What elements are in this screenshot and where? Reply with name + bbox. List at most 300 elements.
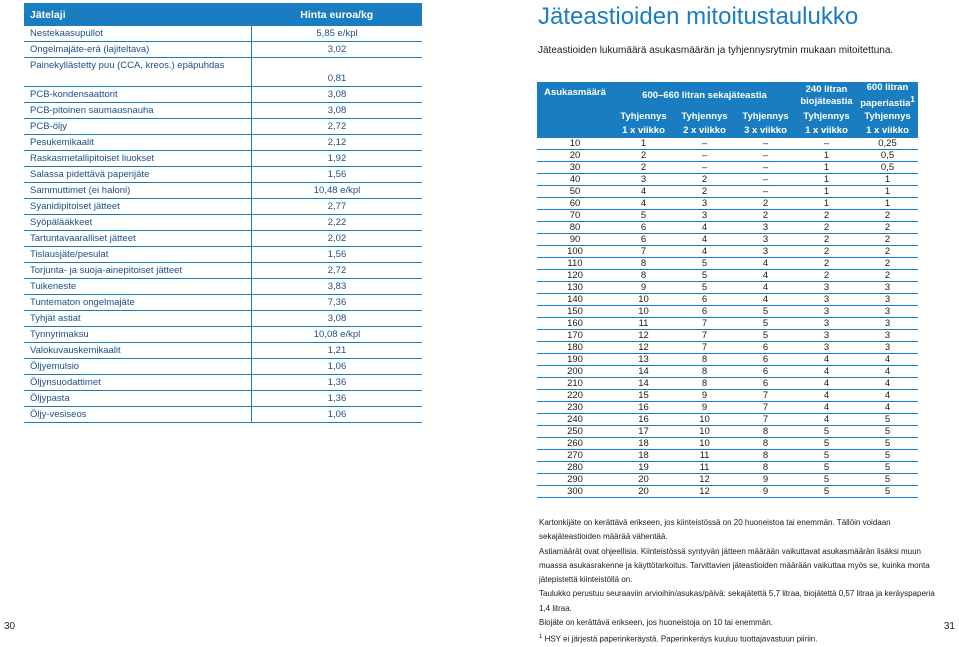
waste-type: Raskasmetallipitoiset liuokset <box>24 151 252 167</box>
paper-cell: 2 <box>857 234 918 246</box>
note: Astiamäärät ovat ohjeellisia. Kiinteistössä syntyvän jätteen määrään vaikuttavat asukasmäärän lisäksi muun muassa asukasrakenne ja käyttötarkoitus. Tarvittavien jäteastioiden määrään vaikuttaa myös se, kuinka monta jätepistettä kiinteistöllä on. <box>539 546 930 585</box>
paper-cell: 0,25 <box>857 138 918 150</box>
table-row <box>537 414 918 426</box>
paper-cell: 5 <box>857 426 918 438</box>
header-paper-bin <box>857 82 918 110</box>
mixed-1x-cell: 1 <box>613 138 674 150</box>
header-emptying: Tyhjennys <box>674 110 735 124</box>
bio-cell: 5 <box>796 474 857 486</box>
table-row <box>537 294 918 306</box>
note: Taulukko perustuu seuraaviin arvioihin/asukas/päivä: sekajätettä 5,7 litraa, biojätettä 0,57 litraa ja keräyspaperia 1,4 litraa. <box>539 589 935 613</box>
residents-cell: 250 <box>537 426 613 438</box>
bio-cell: 2 <box>796 270 857 282</box>
mixed-3x-cell: 6 <box>735 342 796 354</box>
paper-cell: 2 <box>857 210 918 222</box>
mixed-2x-cell: 12 <box>674 474 735 486</box>
paper-cell: 4 <box>857 390 918 402</box>
table-row <box>537 462 918 474</box>
paper-cell: 0,5 <box>857 162 918 174</box>
footnote-mark: 1 <box>910 95 915 104</box>
mixed-3x-cell: 6 <box>735 378 796 390</box>
paper-cell: 3 <box>857 342 918 354</box>
sizing-table-body <box>537 138 918 498</box>
mixed-2x-cell: 7 <box>674 330 735 342</box>
table-row <box>537 210 918 222</box>
table-row <box>537 234 918 246</box>
waste-type: Sammuttimet (ei haloni) <box>24 183 252 199</box>
price-value: 3,08 <box>252 103 423 119</box>
mixed-1x-cell: 9 <box>613 282 674 294</box>
price-row <box>24 231 422 247</box>
mixed-1x-cell: 4 <box>613 198 674 210</box>
table-row <box>537 378 918 390</box>
mixed-1x-cell: 19 <box>613 462 674 474</box>
residents-cell: 150 <box>537 306 613 318</box>
page-number-left: 30 <box>4 621 16 632</box>
residents-cell: 230 <box>537 402 613 414</box>
waste-type: Painekyllästetty puu (CCA, kreos.) epäpuhdas <box>24 58 252 87</box>
price-row <box>24 247 422 263</box>
paper-cell: 4 <box>857 366 918 378</box>
price-row <box>24 279 422 295</box>
mixed-2x-cell: 7 <box>674 342 735 354</box>
mixed-1x-cell: 2 <box>613 162 674 174</box>
waste-type: Nestekaasupullot <box>24 26 252 42</box>
table-row <box>537 282 918 294</box>
mixed-3x-cell: 9 <box>735 486 796 498</box>
mixed-3x-cell: 8 <box>735 426 796 438</box>
mixed-1x-cell: 6 <box>613 234 674 246</box>
mixed-1x-cell: 14 <box>613 366 674 378</box>
table-row <box>537 486 918 498</box>
residents-cell: 160 <box>537 318 613 330</box>
header-frequency: 2 x viikko <box>674 124 735 138</box>
paper-cell: 0,5 <box>857 150 918 162</box>
mixed-1x-cell: 12 <box>613 330 674 342</box>
bio-cell: 1 <box>796 198 857 210</box>
mixed-3x-cell: 2 <box>735 198 796 210</box>
paper-cell: 3 <box>857 306 918 318</box>
bio-cell: 5 <box>796 462 857 474</box>
waste-type: Tuntematon ongelmajäte <box>24 295 252 311</box>
mixed-3x-cell: – <box>735 174 796 186</box>
table-row <box>537 354 918 366</box>
mixed-2x-cell: – <box>674 162 735 174</box>
waste-type: Tartuntavaaralliset jätteet <box>24 231 252 247</box>
bio-cell: 3 <box>796 330 857 342</box>
waste-type: Öljy-vesiseos <box>24 407 252 423</box>
price-row <box>24 311 422 327</box>
residents-cell: 30 <box>537 162 613 174</box>
price-value: 10,48 e/kpl <box>252 183 423 199</box>
waste-type: Tislausjäte/pesulat <box>24 247 252 263</box>
waste-type: Öljypasta <box>24 391 252 407</box>
bio-line1: 240 litran <box>805 84 848 96</box>
bio-line2: biojäteastia <box>800 96 853 108</box>
mixed-3x-cell: 6 <box>735 366 796 378</box>
table-row <box>537 402 918 414</box>
mixed-1x-cell: 16 <box>613 402 674 414</box>
mixed-3x-cell: 6 <box>735 354 796 366</box>
mixed-3x-cell: 7 <box>735 414 796 426</box>
mixed-1x-cell: 4 <box>613 186 674 198</box>
waste-type: Pesukemikaalit <box>24 135 252 151</box>
price-value: 3,83 <box>252 279 423 295</box>
residents-cell: 90 <box>537 234 613 246</box>
mixed-1x-cell: 3 <box>613 174 674 186</box>
mixed-1x-cell: 2 <box>613 150 674 162</box>
mixed-1x-cell: 5 <box>613 210 674 222</box>
residents-cell: 20 <box>537 150 613 162</box>
mixed-1x-cell: 18 <box>613 438 674 450</box>
header-emptying: Tyhjennys <box>857 110 918 124</box>
waste-type: Tuikeneste <box>24 279 252 295</box>
paper-cell: 5 <box>857 486 918 498</box>
mixed-3x-cell: 9 <box>735 474 796 486</box>
mixed-3x-cell: 4 <box>735 258 796 270</box>
mixed-3x-cell: 7 <box>735 390 796 402</box>
residents-cell: 80 <box>537 222 613 234</box>
mixed-2x-cell: 7 <box>674 318 735 330</box>
footnote-text: HSY ei järjestä paperinkeräystä. Paperinkeräys kuuluu tuottajavastuun piiriin. <box>542 635 818 645</box>
bio-cell: – <box>796 138 857 150</box>
mixed-2x-cell: 10 <box>674 414 735 426</box>
price-value: 1,56 <box>252 167 423 183</box>
price-value: 2,22 <box>252 215 423 231</box>
sizing-table <box>537 82 918 498</box>
paper-cell: 4 <box>857 354 918 366</box>
price-row <box>24 119 422 135</box>
table-row <box>537 162 918 174</box>
paper-cell: 3 <box>857 294 918 306</box>
price-value: 3,02 <box>252 42 423 58</box>
mixed-3x-cell: 5 <box>735 330 796 342</box>
paper-cell: 1 <box>857 198 918 210</box>
mixed-2x-cell: 4 <box>674 222 735 234</box>
paper-cell: 1 <box>857 186 918 198</box>
price-value: 1,36 <box>252 375 423 391</box>
bio-cell: 1 <box>796 174 857 186</box>
waste-type: Öljyemulsio <box>24 359 252 375</box>
price-value: 1,06 <box>252 359 423 375</box>
price-row <box>24 391 422 407</box>
residents-cell: 240 <box>537 414 613 426</box>
residents-cell: 10 <box>537 138 613 150</box>
paper-cell: 5 <box>857 462 918 474</box>
mixed-3x-cell: – <box>735 162 796 174</box>
mixed-2x-cell: 3 <box>674 198 735 210</box>
residents-cell: 270 <box>537 450 613 462</box>
mixed-3x-cell: 7 <box>735 402 796 414</box>
mixed-2x-cell: 10 <box>674 438 735 450</box>
paper-cell: 3 <box>857 330 918 342</box>
bio-cell: 2 <box>796 234 857 246</box>
bio-cell: 4 <box>796 390 857 402</box>
mixed-3x-cell: 4 <box>735 270 796 282</box>
header-bio-bin <box>796 82 857 110</box>
mixed-1x-cell: 17 <box>613 426 674 438</box>
price-value: 2,12 <box>252 135 423 151</box>
price-row <box>24 375 422 391</box>
bio-cell: 3 <box>796 342 857 354</box>
mixed-3x-cell: 5 <box>735 306 796 318</box>
residents-cell: 260 <box>537 438 613 450</box>
residents-cell: 300 <box>537 486 613 498</box>
table-row <box>537 306 918 318</box>
paper-cell: 5 <box>857 474 918 486</box>
mixed-3x-cell: – <box>735 150 796 162</box>
mixed-1x-cell: 7 <box>613 246 674 258</box>
table-row <box>537 426 918 438</box>
table-row <box>537 474 918 486</box>
paper-cell: 2 <box>857 246 918 258</box>
table-row <box>537 438 918 450</box>
mixed-1x-cell: 6 <box>613 222 674 234</box>
residents-cell: 200 <box>537 366 613 378</box>
mixed-3x-cell: 3 <box>735 234 796 246</box>
bio-cell: 2 <box>796 258 857 270</box>
mixed-2x-cell: 4 <box>674 246 735 258</box>
note: Biojäte on kerättävä erikseen, jos huoneistoja on 10 tai enemmän. <box>539 618 773 628</box>
residents-cell: 140 <box>537 294 613 306</box>
paper-line1: 600 litran <box>866 82 909 93</box>
header-residents: Asukasmäärä <box>537 82 613 138</box>
waste-type: PCB-pitoinen saumausnauha <box>24 103 252 119</box>
bio-cell: 5 <box>796 438 857 450</box>
bio-cell: 3 <box>796 294 857 306</box>
mixed-1x-cell: 8 <box>613 270 674 282</box>
mixed-2x-cell: 9 <box>674 402 735 414</box>
residents-cell: 130 <box>537 282 613 294</box>
price-value: 5,85 e/kpl <box>252 26 423 42</box>
mixed-1x-cell: 12 <box>613 342 674 354</box>
mixed-2x-cell: 3 <box>674 210 735 222</box>
bio-cell: 4 <box>796 414 857 426</box>
paper-cell: 5 <box>857 438 918 450</box>
price-value: 7,36 <box>252 295 423 311</box>
price-table <box>24 3 422 423</box>
mixed-2x-cell: 4 <box>674 234 735 246</box>
waste-type: PCB-öljy <box>24 119 252 135</box>
mixed-3x-cell: 8 <box>735 462 796 474</box>
paper-cell: 5 <box>857 450 918 462</box>
mixed-2x-cell: 12 <box>674 486 735 498</box>
price-value: 3,08 <box>252 311 423 327</box>
table-row <box>537 270 918 282</box>
residents-cell: 220 <box>537 390 613 402</box>
mixed-2x-cell: 5 <box>674 282 735 294</box>
mixed-1x-cell: 14 <box>613 378 674 390</box>
price-value: 1,56 <box>252 247 423 263</box>
price-value: 3,08 <box>252 87 423 103</box>
paper-cell: 5 <box>857 414 918 426</box>
mixed-2x-cell: – <box>674 138 735 150</box>
bio-cell: 1 <box>796 186 857 198</box>
bio-cell: 5 <box>796 426 857 438</box>
price-row <box>24 215 422 231</box>
price-row <box>24 199 422 215</box>
price-value: 10,08 e/kpl <box>252 327 423 343</box>
table-row <box>537 222 918 234</box>
residents-cell: 190 <box>537 354 613 366</box>
mixed-2x-cell: 5 <box>674 270 735 282</box>
table-row <box>537 246 918 258</box>
mixed-2x-cell: – <box>674 150 735 162</box>
mixed-2x-cell: 8 <box>674 354 735 366</box>
header-mixed-waste-bin: 600–660 litran sekajäteastia <box>613 82 796 110</box>
waste-type: PCB-kondensaattorit <box>24 87 252 103</box>
table-row <box>537 186 918 198</box>
header-waste-type: Jätelaji <box>24 3 252 26</box>
price-value: 2,77 <box>252 199 423 215</box>
mixed-1x-cell: 20 <box>613 486 674 498</box>
price-row <box>24 42 422 58</box>
header-frequency: 1 x viikko <box>796 124 857 138</box>
waste-type: Salassa pidettävä paperijäte <box>24 167 252 183</box>
paper-cell: 3 <box>857 318 918 330</box>
price-row <box>24 343 422 359</box>
bio-cell: 3 <box>796 318 857 330</box>
price-value: 1,36 <box>252 391 423 407</box>
waste-type: Ongelmajäte-erä (lajiteltava) <box>24 42 252 58</box>
price-value: 1,21 <box>252 343 423 359</box>
header-emptying: Tyhjennys <box>613 110 674 124</box>
residents-cell: 110 <box>537 258 613 270</box>
table-row <box>537 174 918 186</box>
mixed-3x-cell: 3 <box>735 246 796 258</box>
header-frequency: 3 x viikko <box>735 124 796 138</box>
mixed-3x-cell: 2 <box>735 210 796 222</box>
mixed-2x-cell: 11 <box>674 450 735 462</box>
footnote <box>539 630 941 647</box>
price-row <box>24 183 422 199</box>
mixed-3x-cell: 4 <box>735 282 796 294</box>
mixed-2x-cell: 2 <box>674 186 735 198</box>
price-row <box>24 407 422 423</box>
paper-cell: 2 <box>857 258 918 270</box>
bio-cell: 5 <box>796 486 857 498</box>
price-row <box>24 58 422 87</box>
footnote-mark: 1 <box>539 634 543 641</box>
bio-cell: 4 <box>796 354 857 366</box>
mixed-3x-cell: 5 <box>735 318 796 330</box>
header-frequency: 1 x viikko <box>613 124 674 138</box>
residents-cell: 70 <box>537 210 613 222</box>
mixed-2x-cell: 8 <box>674 378 735 390</box>
mixed-1x-cell: 11 <box>613 318 674 330</box>
note: Kartonkijäte on kerättävä erikseen, jos kiinteistössä on 20 huoneistoa tai enemmän. Tällöin voidaan sekajäteastioiden määrää vähentää. <box>539 518 891 542</box>
mixed-1x-cell: 8 <box>613 258 674 270</box>
notes <box>539 516 941 647</box>
paper-cell: 2 <box>857 222 918 234</box>
mixed-3x-cell: 8 <box>735 450 796 462</box>
table-row <box>537 342 918 354</box>
mixed-2x-cell: 9 <box>674 390 735 402</box>
price-table-body <box>24 26 422 423</box>
table-row <box>537 138 918 150</box>
mixed-1x-cell: 13 <box>613 354 674 366</box>
mixed-3x-cell: 8 <box>735 438 796 450</box>
price-row <box>24 167 422 183</box>
price-row <box>24 295 422 311</box>
paper-cell: 1 <box>857 174 918 186</box>
mixed-3x-cell: – <box>735 138 796 150</box>
waste-type: Syöpälääkkeet <box>24 215 252 231</box>
waste-type: Torjunta- ja suoja-ainepitoiset jätteet <box>24 263 252 279</box>
bio-cell: 1 <box>796 162 857 174</box>
bio-cell: 4 <box>796 366 857 378</box>
price-value: 1,06 <box>252 407 423 423</box>
mixed-1x-cell: 16 <box>613 414 674 426</box>
price-row <box>24 151 422 167</box>
mixed-3x-cell: 4 <box>735 294 796 306</box>
paper-cell: 2 <box>857 270 918 282</box>
residents-cell: 280 <box>537 462 613 474</box>
mixed-2x-cell: 2 <box>674 174 735 186</box>
price-row <box>24 359 422 375</box>
waste-type: Öljynsuodattimet <box>24 375 252 391</box>
bio-cell: 3 <box>796 306 857 318</box>
residents-cell: 60 <box>537 198 613 210</box>
bio-cell: 4 <box>796 378 857 390</box>
price-row <box>24 263 422 279</box>
bio-cell: 2 <box>796 222 857 234</box>
paper-cell: 3 <box>857 282 918 294</box>
paper-cell: 4 <box>857 378 918 390</box>
table-row <box>537 150 918 162</box>
table-row <box>537 330 918 342</box>
price-value: 2,72 <box>252 263 423 279</box>
residents-cell: 290 <box>537 474 613 486</box>
table-row <box>537 450 918 462</box>
residents-cell: 50 <box>537 186 613 198</box>
price-row <box>24 327 422 343</box>
table-row <box>537 390 918 402</box>
header-emptying: Tyhjennys <box>796 110 857 124</box>
header-emptying: Tyhjennys <box>735 110 796 124</box>
mixed-1x-cell: 18 <box>613 450 674 462</box>
paper-line2: paperiastia <box>860 98 911 110</box>
price-row <box>24 26 422 42</box>
mixed-3x-cell: 3 <box>735 222 796 234</box>
price-row <box>24 87 422 103</box>
bio-cell: 5 <box>796 450 857 462</box>
residents-cell: 210 <box>537 378 613 390</box>
price-value: 0,81 <box>252 58 423 87</box>
waste-type: Valokuvauskemikaalit <box>24 343 252 359</box>
page-title: Jäteastioiden mitoitustaulukko <box>538 3 859 30</box>
bio-cell: 2 <box>796 210 857 222</box>
residents-cell: 120 <box>537 270 613 282</box>
price-value: 1,92 <box>252 151 423 167</box>
table-row <box>537 198 918 210</box>
mixed-3x-cell: – <box>735 186 796 198</box>
mixed-1x-cell: 20 <box>613 474 674 486</box>
table-row <box>537 366 918 378</box>
mixed-2x-cell: 8 <box>674 366 735 378</box>
mixed-2x-cell: 6 <box>674 294 735 306</box>
residents-cell: 170 <box>537 330 613 342</box>
price-row <box>24 135 422 151</box>
price-value: 2,02 <box>252 231 423 247</box>
header-price: Hinta euroa/kg <box>252 3 423 26</box>
table-row <box>537 318 918 330</box>
mixed-2x-cell: 6 <box>674 306 735 318</box>
price-row <box>24 103 422 119</box>
mixed-2x-cell: 5 <box>674 258 735 270</box>
mixed-2x-cell: 11 <box>674 462 735 474</box>
waste-type: Syanidipitoiset jätteet <box>24 199 252 215</box>
